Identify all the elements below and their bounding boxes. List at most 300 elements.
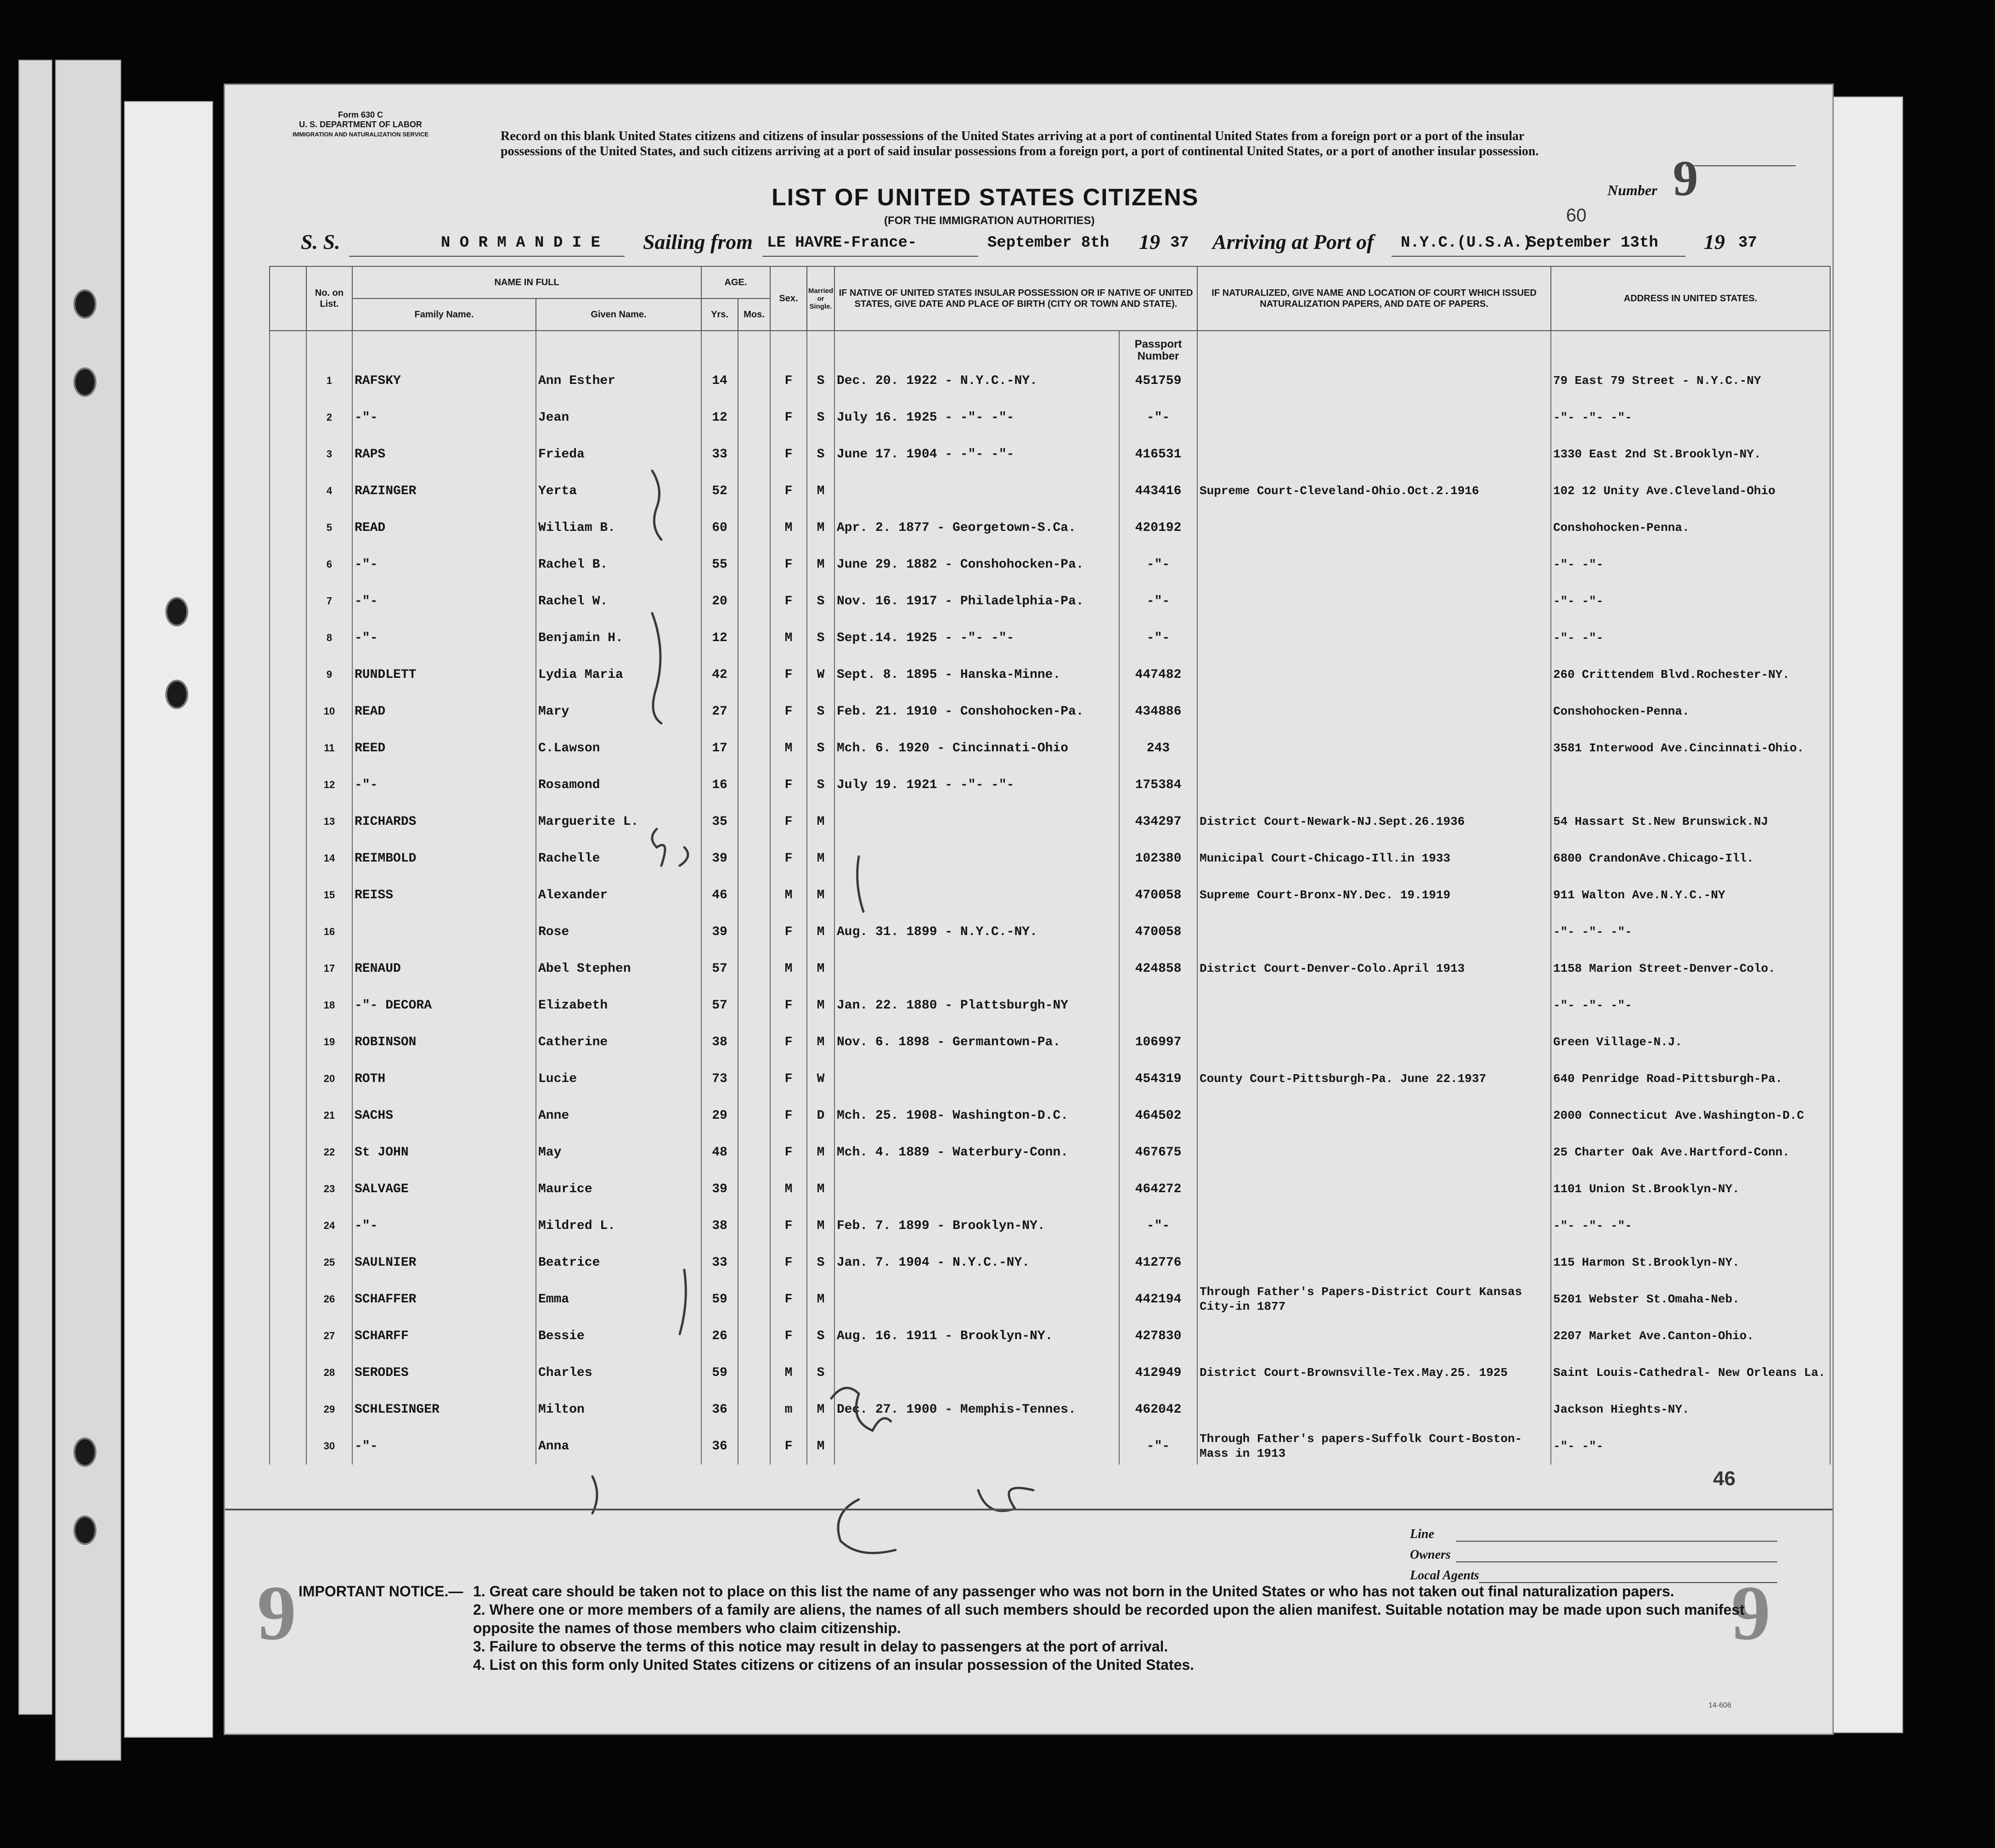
row-number: 30 xyxy=(306,1428,352,1465)
given-name: Mildred L. xyxy=(536,1207,701,1244)
birth-info: Mch. 4. 1889 - Waterbury-Conn. xyxy=(834,1134,1119,1171)
birth-info: Nov. 16. 1917 - Philadelphia-Pa. xyxy=(834,583,1119,620)
sex: F xyxy=(770,1207,807,1244)
passport-number: 175384 xyxy=(1119,766,1197,803)
sailing-port: LE HAVRE-France- xyxy=(767,234,917,252)
family-name: SACHS xyxy=(352,1097,536,1134)
passport-number: 464272 xyxy=(1119,1171,1197,1207)
header-yrs: Yrs. xyxy=(701,299,738,331)
us-address: 2000 Connecticut Ave.Washington-D.C xyxy=(1551,1097,1830,1134)
naturalization-info: Through Father's papers-Suffolk Court-Boston-Mass in 1913 xyxy=(1197,1428,1551,1465)
age-years: 39 xyxy=(701,913,738,950)
age-years: 16 xyxy=(701,766,738,803)
big-digit-left: 9 xyxy=(257,1570,296,1656)
record-instructions: Record on this blank United States citizens and citizens of insular possessions of the United States arriving at a port of continental United States from a foreign port or a port of the insular possessions of the United States, and such citizens arriving at a port of said insular possessions from a foreign port, a port of continental United States, or a port of another insular possession. xyxy=(501,129,1539,158)
passport-number: 420192 xyxy=(1119,509,1197,546)
row-number: 11 xyxy=(306,730,352,766)
age-years: 57 xyxy=(701,950,738,987)
given-name: Ann Esther xyxy=(536,362,701,399)
family-name: SCHLESINGER xyxy=(352,1391,536,1428)
family-name: RUNDLETT xyxy=(352,656,536,693)
binder-hole xyxy=(73,1516,96,1545)
marital-status: S xyxy=(807,693,834,730)
given-name: Yerta xyxy=(536,473,701,509)
us-address: Saint Louis-Cathedral- New Orleans La. xyxy=(1551,1354,1830,1391)
us-address: -"- -"- -"- xyxy=(1551,399,1830,436)
marital-status: M xyxy=(807,877,834,913)
sex: F xyxy=(770,913,807,950)
passport-number: -"- xyxy=(1119,620,1197,656)
row-number: 7 xyxy=(306,583,352,620)
family-name: SAULNIER xyxy=(352,1244,536,1281)
age-years: 12 xyxy=(701,399,738,436)
us-address: -"- -"- -"- xyxy=(1551,1207,1830,1244)
marital-status: S xyxy=(807,766,834,803)
row-number: 16 xyxy=(306,913,352,950)
age-years: 36 xyxy=(701,1428,738,1465)
given-name: Alexander xyxy=(536,877,701,913)
row-number: 23 xyxy=(306,1171,352,1207)
sex: M xyxy=(770,1354,807,1391)
birth-info: Mch. 25. 1908- Washington-D.C. xyxy=(834,1097,1119,1134)
passport-number: -"- xyxy=(1119,1428,1197,1465)
page-stack-edge xyxy=(18,60,52,1715)
row-number: 2 xyxy=(306,399,352,436)
age-years: 12 xyxy=(701,620,738,656)
us-address: 1158 Marion Street-Denver-Colo. xyxy=(1551,950,1830,987)
age-years: 59 xyxy=(701,1281,738,1318)
given-name: Catherine xyxy=(536,1024,701,1060)
given-name: Rachel B. xyxy=(536,546,701,583)
ship-name: N O R M A N D I E xyxy=(441,234,600,252)
given-name: Beatrice xyxy=(536,1244,701,1281)
sex: F xyxy=(770,583,807,620)
age-years: 35 xyxy=(701,803,738,840)
naturalization-info: District Court-Newark-NJ.Sept.26.1936 xyxy=(1197,803,1551,840)
age-years: 73 xyxy=(701,1060,738,1097)
family-name: SCHAFFER xyxy=(352,1281,536,1318)
age-years: 33 xyxy=(701,436,738,473)
header-family: Family Name. xyxy=(352,299,536,331)
row-number: 6 xyxy=(306,546,352,583)
marital-status: S xyxy=(807,362,834,399)
marital-status: M xyxy=(807,1391,834,1428)
us-address: Green Village-N.J. xyxy=(1551,1024,1830,1060)
row-number: 27 xyxy=(306,1318,352,1354)
sailing-label: Sailing from xyxy=(643,230,753,254)
birth-info: July 16. 1925 - -"- -"- xyxy=(834,399,1119,436)
us-address: 79 East 79 Street - N.Y.C.-NY xyxy=(1551,362,1830,399)
marital-status: S xyxy=(807,1318,834,1354)
us-address: -"- -"- xyxy=(1551,620,1830,656)
header-no: No. on List. xyxy=(306,266,352,331)
age-years: 39 xyxy=(701,840,738,877)
sailing-date: September 8th xyxy=(987,234,1110,252)
us-address: 911 Walton Ave.N.Y.C.-NY xyxy=(1551,877,1830,913)
family-name: RENAUD xyxy=(352,950,536,987)
row-number: 28 xyxy=(306,1354,352,1391)
marital-status: S xyxy=(807,1354,834,1391)
family-name: RICHARDS xyxy=(352,803,536,840)
given-name: Mary xyxy=(536,693,701,730)
sex: m xyxy=(770,1391,807,1428)
family-name: -"- xyxy=(352,1428,536,1465)
binder-hole xyxy=(73,289,96,319)
family-name: REISS xyxy=(352,877,536,913)
family-name: -"- xyxy=(352,399,536,436)
naturalization-info: Through Father's Papers-District Court Kansas City-in 1877 xyxy=(1197,1281,1551,1318)
naturalization-info: County Court-Pittsburgh-Pa. June 22.1937 xyxy=(1197,1060,1551,1097)
sex: F xyxy=(770,693,807,730)
birth-info: Feb. 7. 1899 - Brooklyn-NY. xyxy=(834,1207,1119,1244)
us-address: 640 Penridge Road-Pittsburgh-Pa. xyxy=(1551,1060,1830,1097)
marital-status: W xyxy=(807,656,834,693)
family-name: -"- xyxy=(352,1207,536,1244)
sex: F xyxy=(770,362,807,399)
birth-info: Dec. 20. 1922 - N.Y.C.-NY. xyxy=(834,362,1119,399)
birth-info: Sept.14. 1925 - -"- -"- xyxy=(834,620,1119,656)
footer-divider xyxy=(225,1509,1832,1510)
age-years: 14 xyxy=(701,362,738,399)
us-address: Conshohocken-Penna. xyxy=(1551,693,1830,730)
sex: M xyxy=(770,1171,807,1207)
page-mark: 60 xyxy=(1566,205,1587,225)
sex: F xyxy=(770,546,807,583)
page-count: 46 xyxy=(1713,1467,1736,1490)
marital-status: S xyxy=(807,583,834,620)
birth-info: Nov. 6. 1898 - Germantown-Pa. xyxy=(834,1024,1119,1060)
sex: F xyxy=(770,1134,807,1171)
arriving-label: Arriving at Port of xyxy=(1212,230,1374,254)
notice-1: 1. Great care should be taken not to place on this list the name of any passenger who was not born in the United States or who has not taken out final naturalization papers. xyxy=(473,1583,1674,1600)
page-subtitle: (FOR THE IMMIGRATION AUTHORITIES) xyxy=(884,214,1095,227)
family-name: -"- DECORA xyxy=(352,987,536,1024)
age-years: 39 xyxy=(701,1171,738,1207)
binder-hole xyxy=(165,680,188,709)
row-number: 19 xyxy=(306,1024,352,1060)
sex: M xyxy=(770,509,807,546)
sex: F xyxy=(770,1428,807,1465)
sex: F xyxy=(770,840,807,877)
age-years: 26 xyxy=(701,1318,738,1354)
passport-number: 467675 xyxy=(1119,1134,1197,1171)
marital-status: M xyxy=(807,950,834,987)
us-address: 5201 Webster St.Omaha-Neb. xyxy=(1551,1281,1830,1318)
department: U. S. DEPARTMENT OF LABOR xyxy=(299,120,422,129)
us-address: -"- -"- -"- xyxy=(1551,913,1830,950)
arrival-date: September 13th xyxy=(1527,234,1658,252)
age-years: 57 xyxy=(701,987,738,1024)
sex: F xyxy=(770,473,807,509)
sailing-year-prefix: 19 xyxy=(1139,230,1160,254)
passport-number: 416531 xyxy=(1119,436,1197,473)
sex: M xyxy=(770,620,807,656)
family-name: RAFSKY xyxy=(352,362,536,399)
us-address: Jackson Hieghts-NY. xyxy=(1551,1391,1830,1428)
us-address: 260 Crittendem Blvd.Rochester-NY. xyxy=(1551,656,1830,693)
passport-number: 470058 xyxy=(1119,877,1197,913)
sex: F xyxy=(770,1060,807,1097)
header-passport: Passport Number xyxy=(1119,331,1197,362)
sex: F xyxy=(770,656,807,693)
age-years: 42 xyxy=(701,656,738,693)
marital-status: S xyxy=(807,1244,834,1281)
age-years: 52 xyxy=(701,473,738,509)
sex: F xyxy=(770,766,807,803)
family-name: SCHARFF xyxy=(352,1318,536,1354)
birth-info: Feb. 21. 1910 - Conshohocken-Pa. xyxy=(834,693,1119,730)
family-name: REED xyxy=(352,730,536,766)
passport-number: 447482 xyxy=(1119,656,1197,693)
naturalization-info: Supreme Court-Bronx-NY.Dec. 19.1919 xyxy=(1197,877,1551,913)
birth-info: June 29. 1882 - Conshohocken-Pa. xyxy=(834,546,1119,583)
passport-number: 451759 xyxy=(1119,362,1197,399)
number-label: Number xyxy=(1607,182,1657,198)
binder-hole xyxy=(73,1437,96,1467)
age-years: 33 xyxy=(701,1244,738,1281)
family-name: READ xyxy=(352,509,536,546)
sex: M xyxy=(770,730,807,766)
family-name: SALVAGE xyxy=(352,1171,536,1207)
family-name: READ xyxy=(352,693,536,730)
us-address: 102 12 Unity Ave.Cleveland-Ohio xyxy=(1551,473,1830,509)
age-years: 27 xyxy=(701,693,738,730)
sailing-year: 37 xyxy=(1170,234,1189,252)
row-number: 22 xyxy=(306,1134,352,1171)
passport-number: 424858 xyxy=(1119,950,1197,987)
given-name: Frieda xyxy=(536,436,701,473)
passport-number: 102380 xyxy=(1119,840,1197,877)
marital-status: W xyxy=(807,1060,834,1097)
row-number: 13 xyxy=(306,803,352,840)
given-name: Maurice xyxy=(536,1171,701,1207)
owners-label: Owners xyxy=(1410,1548,1451,1562)
given-name: Milton xyxy=(536,1391,701,1428)
row-number: 29 xyxy=(306,1391,352,1428)
marital-status: M xyxy=(807,546,834,583)
given-name: Abel Stephen xyxy=(536,950,701,987)
marital-status: M xyxy=(807,509,834,546)
header-married: Married or Single. xyxy=(807,266,834,331)
age-years: 20 xyxy=(701,583,738,620)
birth-info: Jan. 7. 1904 - N.Y.C.-NY. xyxy=(834,1244,1119,1281)
age-years: 59 xyxy=(701,1354,738,1391)
age-years: 55 xyxy=(701,546,738,583)
row-number: 15 xyxy=(306,877,352,913)
us-address: -"- -"- xyxy=(1551,583,1830,620)
passport-number: 454319 xyxy=(1119,1060,1197,1097)
birth-info: July 19. 1921 - -"- -"- xyxy=(834,766,1119,803)
header-name-in-full: NAME IN FULL xyxy=(352,266,701,299)
row-number: 14 xyxy=(306,840,352,877)
us-address: 115 Harmon St.Brooklyn-NY. xyxy=(1551,1244,1830,1281)
header-given: Given Name. xyxy=(536,299,701,331)
family-name: -"- xyxy=(352,766,536,803)
family-name: ROTH xyxy=(352,1060,536,1097)
manifest-sheet xyxy=(225,85,1832,1734)
family-name: SERODES xyxy=(352,1354,536,1391)
marital-status: S xyxy=(807,436,834,473)
family-name: REIMBOLD xyxy=(352,840,536,877)
family-name: -"- xyxy=(352,620,536,656)
birth-info: Sept. 8. 1895 - Hanska-Minne. xyxy=(834,656,1119,693)
birth-info: Apr. 2. 1877 - Georgetown-S.Ca. xyxy=(834,509,1119,546)
passport-number: 434886 xyxy=(1119,693,1197,730)
given-name: Benjamin H. xyxy=(536,620,701,656)
age-years: 60 xyxy=(701,509,738,546)
passport-number: 464502 xyxy=(1119,1097,1197,1134)
age-years: 38 xyxy=(701,1024,738,1060)
header-naturalized: IF NATURALIZED, GIVE NAME AND LOCATION OF COURT WHICH ISSUED NATURALIZATION PAPERS, AND DATE OF PAPERS. xyxy=(1197,266,1551,331)
family-name: RAPS xyxy=(352,436,536,473)
given-name: Elizabeth xyxy=(536,987,701,1024)
row-number: 12 xyxy=(306,766,352,803)
us-address: -"- -"- -"- xyxy=(1551,987,1830,1024)
sex: F xyxy=(770,987,807,1024)
marital-status: M xyxy=(807,473,834,509)
given-name: Rachel W. xyxy=(536,583,701,620)
age-years: 48 xyxy=(701,1134,738,1171)
row-number: 8 xyxy=(306,620,352,656)
binder-hole xyxy=(165,597,188,626)
marital-status: M xyxy=(807,913,834,950)
given-name: Rachelle xyxy=(536,840,701,877)
page-stack-edge xyxy=(1828,96,1903,1733)
row-number: 4 xyxy=(306,473,352,509)
row-number: 20 xyxy=(306,1060,352,1097)
page-title: LIST OF UNITED STATES CITIZENS xyxy=(772,184,1199,211)
birth-info: Aug. 31. 1899 - N.Y.C.-NY. xyxy=(834,913,1119,950)
small-code: 14-606 xyxy=(1708,1702,1731,1709)
row-number: 25 xyxy=(306,1244,352,1281)
notice-4: 4. List on this form only United States citizens or citizens of an insular possession of the United States. xyxy=(473,1656,1195,1673)
family-name: RAZINGER xyxy=(352,473,536,509)
passport-number: 442194 xyxy=(1119,1281,1197,1318)
passport-number: -"- xyxy=(1119,1207,1197,1244)
naturalization-info: Municipal Court-Chicago-Ill.in 1933 xyxy=(1197,840,1551,877)
notice-2: 2. Where one or more members of a family are aliens, the names of all such members should be recorded upon the alien manifest. Suitable notation may be made upon such manifest opposite the names of those members who claim citizenship. xyxy=(473,1601,1745,1636)
number-value: 9 xyxy=(1673,150,1698,206)
row-number: 9 xyxy=(306,656,352,693)
local-agents-label: Local Agents xyxy=(1410,1568,1479,1583)
passport-number: 470058 xyxy=(1119,913,1197,950)
us-address: 6800 CrandonAve.Chicago-Ill. xyxy=(1551,840,1830,877)
sex: M xyxy=(770,950,807,987)
ss-label: S. S. xyxy=(301,230,340,254)
row-number: 24 xyxy=(306,1207,352,1244)
important-notice xyxy=(299,1582,1764,1674)
sex: F xyxy=(770,1024,807,1060)
birth-info: June 17. 1904 - -"- -"- xyxy=(834,436,1119,473)
marital-status: S xyxy=(807,620,834,656)
passport-number: 412776 xyxy=(1119,1244,1197,1281)
given-name: Charles xyxy=(536,1354,701,1391)
sex: F xyxy=(770,1097,807,1134)
age-years: 29 xyxy=(701,1097,738,1134)
sex: F xyxy=(770,436,807,473)
marital-status: D xyxy=(807,1097,834,1134)
arrival-year-prefix: 19 xyxy=(1704,230,1725,254)
birth-info: Jan. 22. 1880 - Plattsburgh-NY xyxy=(834,987,1119,1024)
row-number: 21 xyxy=(306,1097,352,1134)
given-name: May xyxy=(536,1134,701,1171)
sex: F xyxy=(770,1281,807,1318)
arrival-year: 37 xyxy=(1738,234,1757,252)
given-name: Marguerite L. xyxy=(536,803,701,840)
age-years: 17 xyxy=(701,730,738,766)
given-name: Anne xyxy=(536,1097,701,1134)
us-address: 1101 Union St.Brooklyn-NY. xyxy=(1551,1171,1830,1207)
given-name: Lucie xyxy=(536,1060,701,1097)
marital-status: M xyxy=(807,803,834,840)
row-number: 5 xyxy=(306,509,352,546)
given-name: Lydia Maria xyxy=(536,656,701,693)
marital-status: M xyxy=(807,1024,834,1060)
passport-number: 462042 xyxy=(1119,1391,1197,1428)
given-name: Jean xyxy=(536,399,701,436)
header-mos: Mos. xyxy=(738,299,770,331)
binder-hole xyxy=(73,367,96,397)
marital-status: M xyxy=(807,1171,834,1207)
header-age: AGE. xyxy=(701,266,770,299)
marital-status: M xyxy=(807,1281,834,1318)
sex: M xyxy=(770,877,807,913)
form-number: Form 630 C xyxy=(338,110,383,119)
notice-title: IMPORTANT NOTICE.— xyxy=(299,1583,463,1600)
birth-info: Aug. 16. 1911 - Brooklyn-NY. xyxy=(834,1318,1119,1354)
sex: F xyxy=(770,1318,807,1354)
given-name: Anna xyxy=(536,1428,701,1465)
given-name: C.Lawson xyxy=(536,730,701,766)
marital-status: S xyxy=(807,730,834,766)
marital-status: M xyxy=(807,840,834,877)
given-name: Rose xyxy=(536,913,701,950)
header-birth: IF NATIVE OF UNITED STATES INSULAR POSSESSION OR IF NATIVE OF UNITED STATES, GIVE DATE AND PLACE OF BIRTH (CITY OR TOWN AND STATE). xyxy=(834,266,1197,331)
family-name: ROBINSON xyxy=(352,1024,536,1060)
service: IMMIGRATION AND NATURALIZATION SERVICE xyxy=(292,131,429,138)
passport-number: 443416 xyxy=(1119,473,1197,509)
age-years: 36 xyxy=(701,1391,738,1428)
us-address: Conshohocken-Penna. xyxy=(1551,509,1830,546)
us-address: 1330 East 2nd St.Brooklyn-NY. xyxy=(1551,436,1830,473)
us-address: 2207 Market Ave.Canton-Ohio. xyxy=(1551,1318,1830,1354)
marital-status: S xyxy=(807,399,834,436)
given-name: Rosamond xyxy=(536,766,701,803)
passport-number: 106997 xyxy=(1119,1024,1197,1060)
marital-status: M xyxy=(807,1207,834,1244)
family-name: St JOHN xyxy=(352,1134,536,1171)
us-address: 54 Hassart St.New Brunswick.NJ xyxy=(1551,803,1830,840)
handwritten-checkmarks xyxy=(225,85,1832,1734)
marital-status: M xyxy=(807,1134,834,1171)
given-name: William B. xyxy=(536,509,701,546)
birth-info: Dec. 27. 1900 - Memphis-Tennes. xyxy=(834,1391,1119,1428)
row-number: 17 xyxy=(306,950,352,987)
naturalization-info: Supreme Court-Cleveland-Ohio.Oct.2.1916 xyxy=(1197,473,1551,509)
line-label: Line xyxy=(1410,1527,1434,1541)
given-name: Emma xyxy=(536,1281,701,1318)
sex: F xyxy=(770,399,807,436)
passport-number: 412949 xyxy=(1119,1354,1197,1391)
passport-number: -"- xyxy=(1119,583,1197,620)
us-address: 3581 Interwood Ave.Cincinnati-Ohio. xyxy=(1551,730,1830,766)
birth-info: Mch. 6. 1920 - Cincinnati-Ohio xyxy=(834,730,1119,766)
given-name: Bessie xyxy=(536,1318,701,1354)
row-number: 1 xyxy=(306,362,352,399)
family-name: -"- xyxy=(352,546,536,583)
passport-number: 427830 xyxy=(1119,1318,1197,1354)
naturalization-info: District Court-Brownsville-Tex.May.25. 1925 xyxy=(1197,1354,1551,1391)
